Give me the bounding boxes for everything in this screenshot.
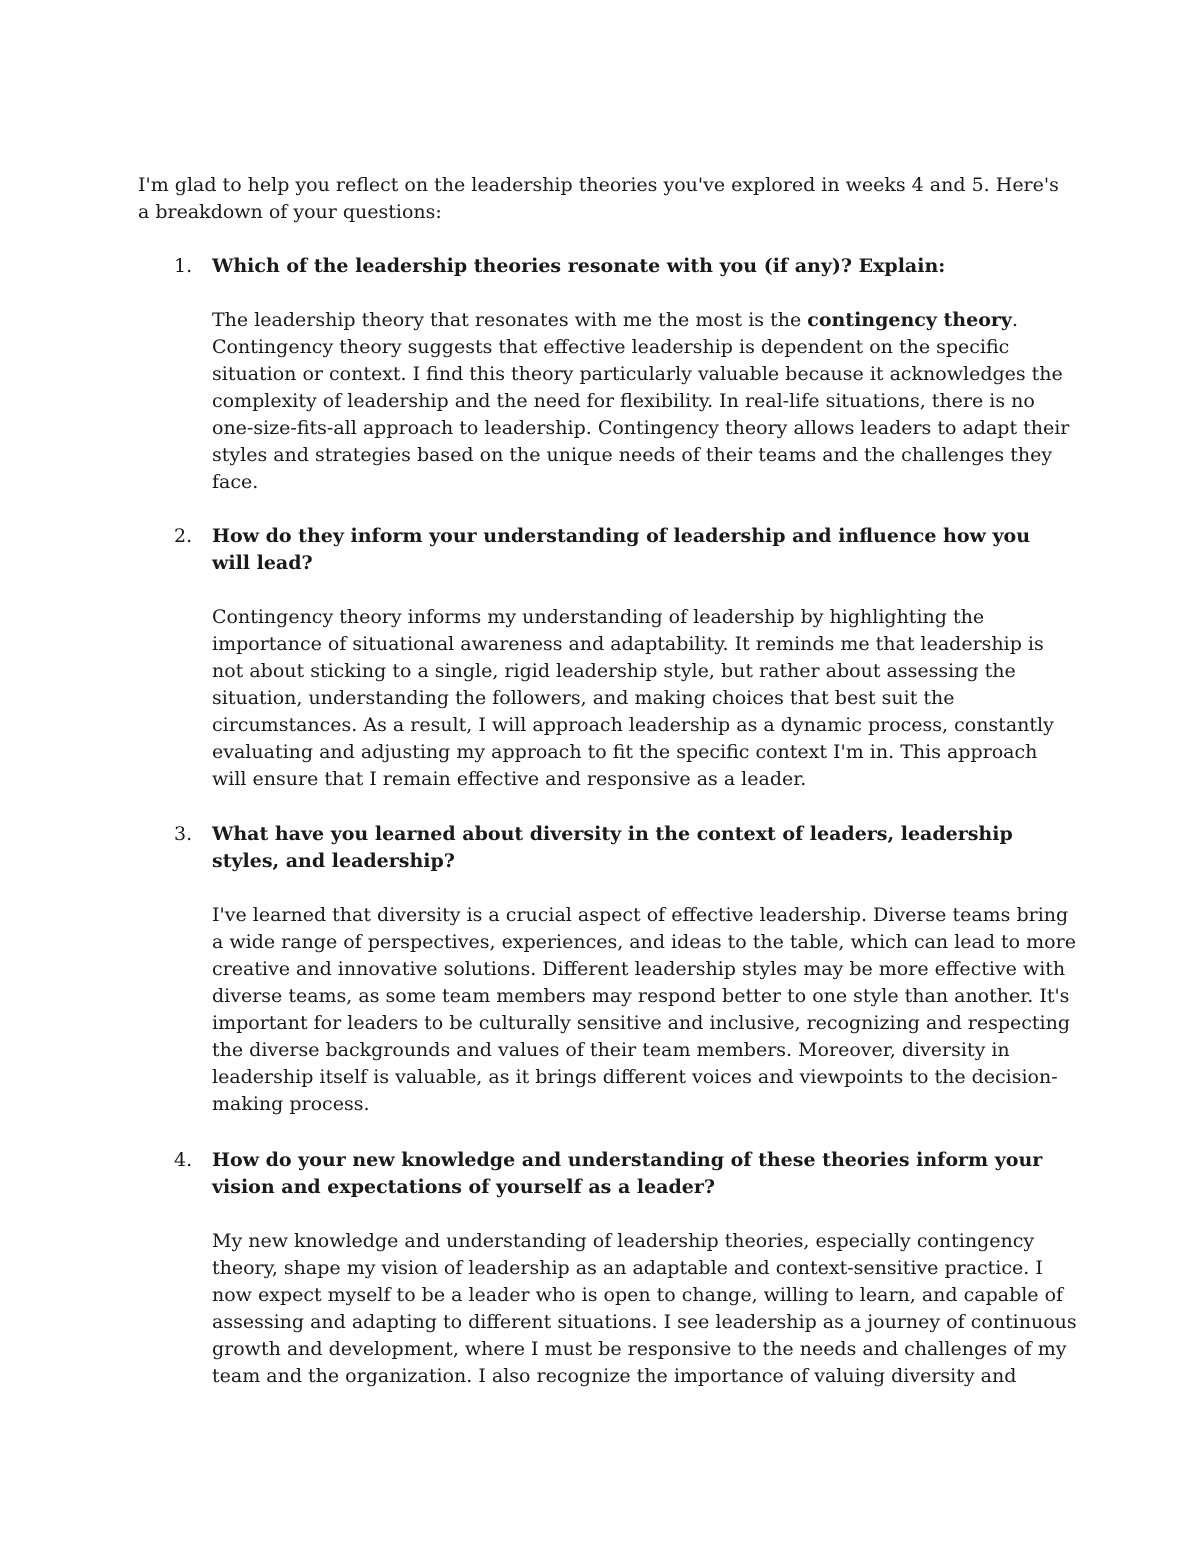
- answer-paragraph: I've learned that diversity is a crucial aspect of effective leadership. Diverse teams bring a wide range of perspectives, experiences, and ideas to the table, which can lead to more creative and innovative solutions. Different leadership styles may be more effective with diverse teams, as some team members may respond better to one style than another. It's important for leaders to be culturally sensitive and inclusive, recognizing and respecting the diverse backgrounds and values of their team members. Moreover, diversity in leadership itself is valuable, as it brings different voices and viewpoints to the decision-making process.: [212, 904, 1076, 1115]
- answer-rest-text: . Contingency theory suggests that effective leadership is dependent on the specific situation or context. I find this theory particularly valuable because it acknowledges the complexity of leadership and the need for flexibility. In real-life situations, there is no one-size-fits-all approach to leadership. Contingency theory allows leaders to adapt their styles and strategies based on the unique needs of their teams and the challenges they face.: [212, 309, 1070, 493]
- answer-bold-text: contingency theory: [807, 309, 1012, 331]
- answer-paragraph: [212, 307, 1077, 496]
- question-number: 2.: [174, 525, 193, 547]
- question-heading: How do they inform your understanding of leadership and influence how you will lead?: [212, 525, 1031, 574]
- question-heading: How do your new knowledge and understanding of these theories inform your vision and expectations of yourself as a leader?: [212, 1149, 1043, 1198]
- question-number: 4.: [174, 1149, 193, 1171]
- question-heading: What have you learned about diversity in the context of leaders, leadership styles, and leadership?: [212, 823, 1013, 872]
- intro-paragraph: I'm glad to help you reflect on the leadership theories you've explored in weeks 4 and 5. Here's a breakdown of your questions:: [138, 174, 1059, 223]
- answer-paragraph: My new knowledge and understanding of leadership theories, especially contingency theory, shape my vision of leadership as an adaptable and context-sensitive practice. I now expect myself to be a leader who is open to change, willing to learn, and capable of assessing and adapting to different situations. I see leadership as a journey of continuous growth and development, where I must be responsive to the needs and challenges of my team and the organization. I also recognize the importance of valuing diversity and: [212, 1230, 1077, 1387]
- question-number: 1.: [174, 255, 193, 277]
- question-number: 3.: [174, 823, 193, 845]
- question-heading: Which of the leadership theories resonate with you (if any)? Explain:: [212, 255, 946, 277]
- answer-lead-text: The leadership theory that resonates with me the most is the: [212, 309, 808, 331]
- answer-paragraph: Contingency theory informs my understanding of leadership by highlighting the importance of situational awareness and adaptability. It reminds me that leadership is not about sticking to a single, rigid leadership style, but rather about assessing the situation, understanding the followers, and making choices that best suit the circumstances. As a result, I will approach leadership as a dynamic process, constantly evaluating and adjusting my approach to fit the specific context I'm in. This approach will ensure that I remain effective and responsive as a leader.: [212, 606, 1054, 790]
